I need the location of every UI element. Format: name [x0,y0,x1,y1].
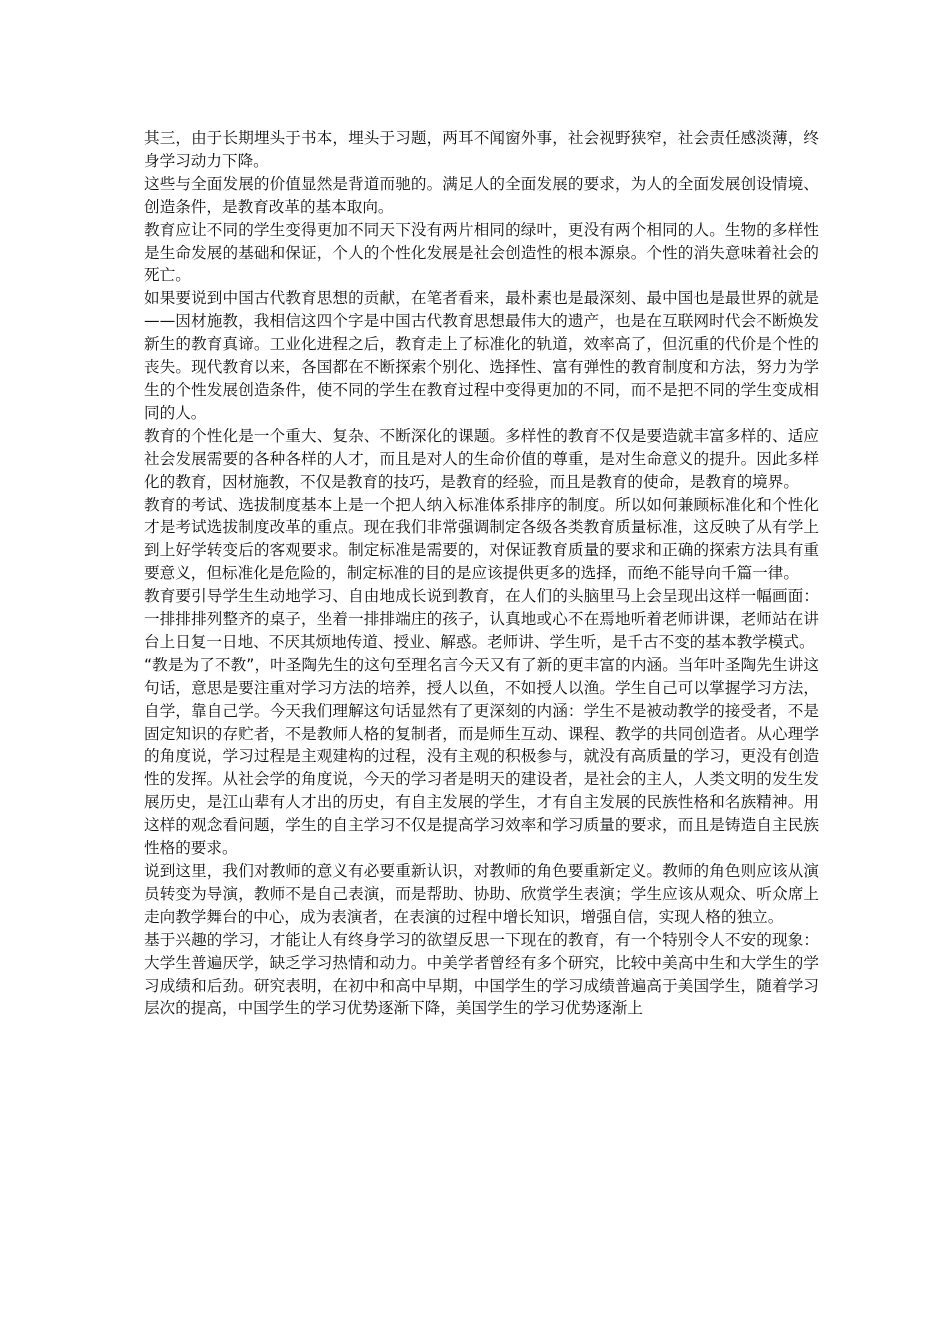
document-body [144,127,819,1020]
paragraph-2: 这些与全面发展的价值显然是背道而驰的。满足人的全面发展的要求，为人的全面发展创设情境、创造条件，是教育改革的基本取向。 [144,174,819,216]
paragraph-10: 基于兴趣的学习，才能让人有终身学习的欲望反思一下现在的教育，有一个特别令人不安的现象：大学生普遍厌学，缺乏学习热情和动力。中美学者曾经有多个研究，比较中美高中生和大学生的学习成绩和后劲。研究表明，在初中和高中早期，中国学生的学习成绩普遍高于美国学生，随着学习层次的提高，中国学生的学习优势逐渐下降，美国学生的学习优势逐渐上 [144,930,819,1018]
paragraph-8: “教是为了不教”，叶圣陶先生的这句至理名言今天又有了新的更丰富的内涵。当年叶圣陶先生讲这句话，意思是要注重对学习方法的培养，授人以鱼，不如授人以渔。学生自己可以掌握学习方法，自学，靠自己学。今天我们理解这句话显然有了更深刻的内涵：学生不是被动教学的接受者，不是固定知识的存贮者，不是教师人格的复制者，而是师生互动、课程、教学的共同创造者。从心理学的角度说，学习过程是主观建构的过程，没有主观的积极参与，就没有高质量的学习，更没有创造性的发挥。从社会学的角度说，今天的学习者是明天的建设者，是社会的主人，人类文明的发生发展历史，是江山辈有人才出的历史，有自主发展的学生，才有自主发展的民族性格和名族精神。用这样的观念看问题，学生的自主学习不仅是提高学习效率和学习质量的要求，而且是铸造自主民族性格的要求。 [144,655,819,858]
paragraph-9: 说到这里，我们对教师的意义有必要重新认识，对教师的角色要重新定义。教师的角色则应该从演员转变为导演，教师不是自己表演，而是帮助、协助、欣赏学生表演；学生应该从观众、听众席上走向教学舞台的中心，成为表演者，在表演的过程中增长知识，增强自信，实现人格的独立。 [144,862,819,926]
paragraph-5: 教育的个性化是一个重大、复杂、不断深化的课题。多样性的教育不仅是要造就丰富多样的、适应社会发展需要的各种各样的人才，而且是对人的生命价值的尊重，是对生命意义的提升。因此多样化的教育，因材施教，不仅是教育的技巧，是教育的经验，而且是教育的使命，是教育的境界。 [144,426,819,491]
paragraph-4: 如果要说到中国古代教育思想的贡献，在笔者看来，最朴素也是最深刻、最中国也是最世界的就是——因材施教，我相信这四个字是中国古代教育思想最伟大的遗产，也是在互联网时代会不断焕发新生的教育真谛。工业化进程之后，教育走上了标准化的轨道，效率高了，但沉重的代价是个性的丧失。现代教育以来，各国都在不断探索个别化、选择性、富有弹性的教育制度和方法，努力为学生的个性发展创造条件，使不同的学生在教育过程中变得更加的不同，而不是把不同的学生变成相同的人。 [144,289,819,422]
paragraph-3: 教育应让不同的学生变得更加不同天下没有两片相同的绿叶，更没有两个相同的人。生物的多样性是生命发展的基础和保证，个人的个性化发展是社会创造性的根本源泉。个性的消失意味着社会的死亡。 [144,220,819,285]
paragraph-1: 其三，由于长期埋头于书本，埋头于习题，两耳不闻窗外事，社会视野狭窄，社会责任感淡薄，终身学习动力下降。 [144,129,819,170]
paragraph-6: 教育的考试、选拔制度基本上是一个把人纳入标准体系排序的制度。所以如何兼顾标准化和个性化才是考试选拔制度改革的重点。现在我们非常强调制定各级各类教育质量标准，这反映了从有学上到上好学转变后的客观要求。制定标准是需要的，对保证教育质量的要求和正确的探索方法具有重要意义，但标准化是危险的，制定标准的目的是应该提供更多的选择，而绝不能导向千篇一律。 [144,495,819,583]
paragraph-7: 教育要引导学生生动地学习、自由地成长说到教育，在人们的头脑里马上会呈现出这样一幅画面：一排排排列整齐的桌子，坐着一排排端庄的孩子，认真地或心不在焉地听着老师讲课，老师站在讲台上日复一日地、不厌其烦地传道、授业、解惑。老师讲、学生听，是千古不变的基本教学模式。 [144,587,819,651]
